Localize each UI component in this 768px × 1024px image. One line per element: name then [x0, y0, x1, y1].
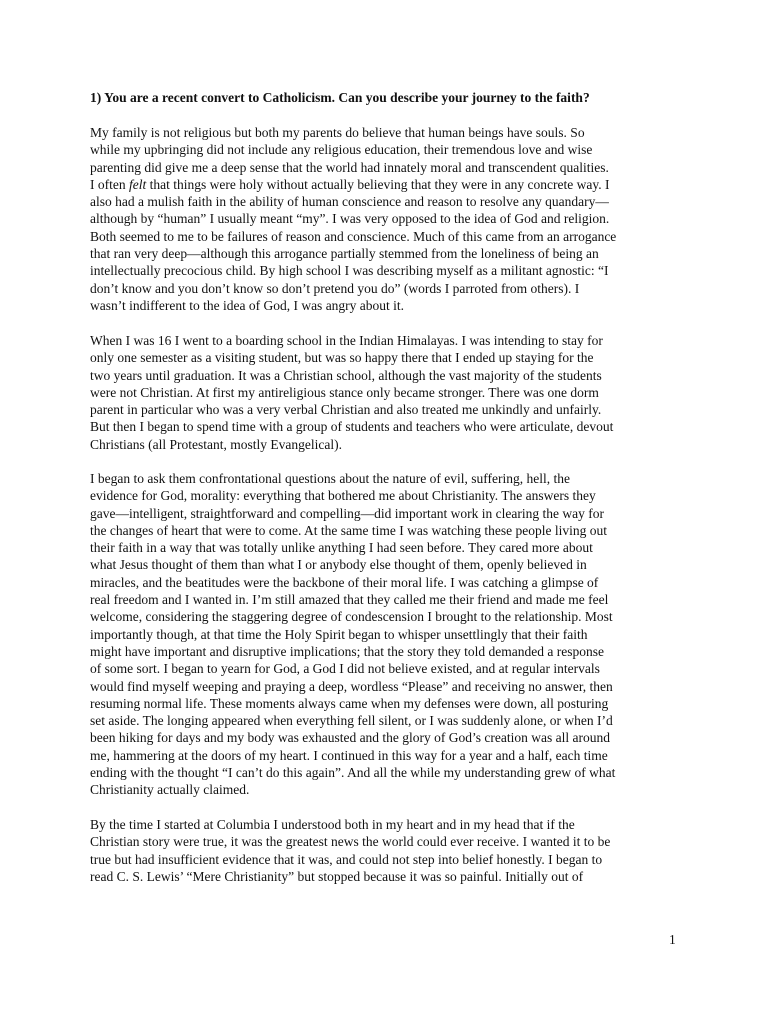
text-line: of some sort. I began to yearn for God, a God I did not believe existed, and at regular intervals [90, 661, 600, 677]
paragraph-boarding-school [90, 332, 690, 453]
text-line: ending with the thought “I can’t do this again”. And all the while my understanding grew of what [90, 765, 616, 781]
text-line: I began to ask them confrontational questions about the nature of evil, suffering, hell, the [90, 471, 570, 486]
text-line: only one semester as a visiting student, but was so happy there that I ended up staying for the [90, 350, 594, 366]
text-line: true but had insufficient evidence that it was, and could not step into belief honestly. I began to [90, 851, 603, 867]
text-line: set aside. The longing appeared when everything fell silent, or I was suddenly alone, or when I’d [90, 713, 613, 729]
text-line: read C. S. Lewis’ “Mere Christianity” but stopped because it was so painful. Initially out of [90, 868, 584, 884]
text-line: welcome, considering the staggering degree of condescension I brought to the relationship. Most [90, 609, 613, 625]
question-heading: 1) You are a recent convert to Catholicism. Can you describe your journey to the faith? [90, 90, 590, 105]
text-line: When I was 16 I went to a boarding school in the Indian Himalayas. I was intending to stay for [90, 333, 603, 348]
text-line: parenting did give me a deep sense that the world had innately moral and transcendent qualities. [90, 159, 609, 175]
text-line: gave—intelligent, straightforward and compelling—did important work in clearing the way for [90, 505, 604, 521]
text-line: Christian story were true, it was the greatest news the world could ever receive. I wanted it to be [90, 834, 611, 850]
text-line: Christians (all Protestant, mostly Evangelical). [90, 436, 342, 452]
text-line: wasn’t indifferent to the idea of God, I was angry about it. [90, 297, 405, 313]
text-line: resuming normal life. These moments always came when my defenses were down, all posturing [90, 695, 609, 711]
text-line: parent in particular who was a very verbal Christian and also treated me unkindly and unfairly. [90, 402, 602, 418]
text-line: importantly though, at that time the Holy Spirit began to whisper unsettlingly that their faith [90, 626, 588, 642]
text-line: intellectually precocious child. By high school I was describing myself as a militant agnostic: “I [90, 263, 609, 279]
text-line: evidence for God, morality: everything that bothered me about Christianity. The answers they [90, 488, 596, 504]
text-line: although by “human” I usually meant “my”. I was very opposed to the idea of God and religion. [90, 211, 610, 227]
text-line: their faith in a way that was totally unlike anything I had seen before. They cared more about [90, 540, 593, 556]
text-line: miracles, and the beatitudes were the backbone of their moral life. I was catching a glimpse of [90, 574, 599, 590]
text-line: might have important and disruptive implications; that the story they told demanded a response [90, 643, 605, 659]
text-line: were not Christian. At first my antireligious stance only became stronger. There was one dorm [90, 384, 599, 400]
paragraph-upbringing [90, 124, 690, 314]
text-line: By the time I started at Columbia I understood both in my heart and in my head that if the [90, 817, 575, 832]
text-line: Both seemed to me to be failures of reason and conscience. Much of this came from an arrogance [90, 228, 617, 244]
paragraph-columbia [90, 816, 690, 885]
text-line: Christianity actually claimed. [90, 782, 250, 798]
page-number: 1 [669, 932, 676, 947]
text-line: real freedom and I wanted in. I’m still amazed that they called me their friend and made me feel [90, 592, 609, 608]
text-line: that ran very deep—although this arrogance partially stemmed from the loneliness of being an [90, 246, 599, 262]
text-line: My family is not religious but both my parents do believe that human beings have souls. So [90, 125, 585, 140]
text-line: the changes of heart that were to come. At the same time I was watching these people living out [90, 522, 607, 538]
text-line: But then I began to spend time with a group of students and teachers who were articulate, devout [90, 419, 614, 435]
text-line: two years until graduation. It was a Christian school, although the vast majority of the students [90, 367, 602, 383]
emphasis-felt: felt [128, 176, 147, 192]
text-line: been hiking for days and my body was exhausted and the glory of God’s creation was all around [90, 730, 610, 746]
text-line: me, hammering at the doors of my heart. I continued in this way for a year and a half, each time [90, 747, 608, 763]
paragraph-questions [90, 470, 690, 799]
text-line: don’t know and you don’t know so don’t pretend you do” (words I parroted from others). I [90, 280, 580, 296]
text-line: also had a mulish faith in the ability of human conscience and reason to resolve any quandary— [90, 194, 609, 210]
text-line: while my upbringing did not include any religious education, their tremendous love and wise [90, 142, 593, 158]
text-line: would find myself weeping and praying a deep, wordless “Please” and receiving no answer, then [90, 678, 613, 694]
text-line: I often felt that things were holy without actually believing that they were in any concrete way. I [90, 176, 610, 192]
text-line: what Jesus thought of them than what I or anybody else thought of them, openly believed in [90, 557, 587, 573]
